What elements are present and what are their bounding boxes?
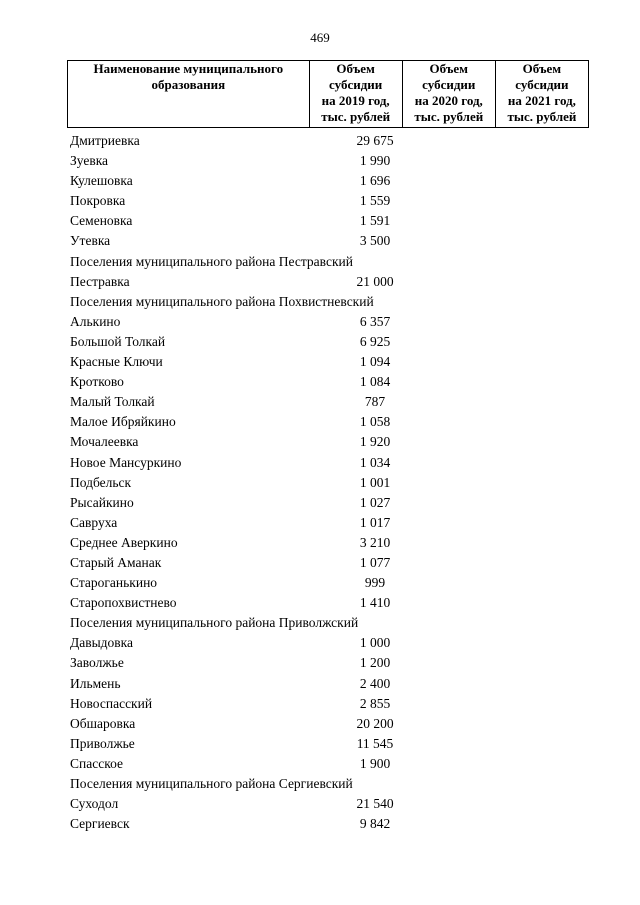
subsidy-2019-value: 21 000	[356, 273, 394, 289]
table-row	[70, 513, 590, 533]
municipality-name: Сергиевск	[70, 816, 130, 832]
municipality-name: Мочалеевка	[70, 434, 139, 450]
page-number: 469	[310, 30, 330, 45]
subsidy-2019-value: 20 200	[356, 715, 394, 731]
municipality-name: Малое Ибряйкино	[70, 414, 176, 430]
municipality-name: Среднее Аверкино	[70, 534, 178, 550]
municipality-name: Обшаровка	[70, 715, 136, 731]
municipality-name: Кулешовка	[70, 173, 133, 189]
table-row	[70, 714, 590, 734]
header-2020-line: тыс. рублей	[414, 109, 484, 124]
subsidy-2019-value: 1 017	[359, 514, 391, 530]
subsidy-2019-value: 1 591	[359, 213, 391, 229]
municipality-name: Спасское	[70, 755, 123, 771]
municipality-name: Малый Толкай	[70, 394, 155, 410]
table-row	[70, 694, 590, 714]
subsidy-2019-value: 1 920	[359, 434, 391, 450]
municipality-name: Большой Толкай	[70, 333, 166, 349]
municipality-name: Красные Ключи	[70, 354, 163, 370]
table-row	[70, 453, 590, 473]
header-2020-line: на 2020 год,	[414, 93, 483, 108]
header-subsidy-2019	[309, 61, 402, 128]
table-row	[70, 653, 590, 673]
subsidy-2019-value: 1 084	[359, 374, 391, 390]
table-row	[70, 151, 590, 171]
subsidy-2019-value: 1 990	[359, 153, 391, 169]
subsidy-2019-value: 6 357	[359, 313, 391, 329]
table-row	[70, 272, 590, 292]
municipality-name: Поселения муниципального района Похвистневский	[70, 293, 374, 309]
table-row	[70, 412, 590, 432]
header-2021-line: субсидии	[515, 77, 569, 92]
municipality-name: Покровка	[70, 193, 126, 209]
municipality-name: Новое Мансуркино	[70, 454, 182, 470]
header-2019-line: Объем	[336, 61, 375, 76]
table-row	[70, 794, 590, 814]
subsidy-2019-value: 1 200	[359, 655, 391, 671]
header-2021-line: Объем	[522, 61, 562, 76]
header-2021-line: на 2021 год,	[507, 93, 576, 108]
municipality-name: Поселения муниципального района Пестравский	[70, 253, 353, 269]
subsidy-2019-value: 11 545	[356, 735, 394, 751]
table-row	[70, 734, 590, 754]
table-row	[70, 392, 590, 412]
header-subsidy-2021	[495, 61, 588, 128]
header-2019-line: субсидии	[329, 77, 383, 92]
subsidy-2019-value: 9 842	[359, 816, 391, 832]
table-body	[70, 131, 590, 834]
subsidy-2019-value: 1 094	[359, 354, 391, 370]
header-2019-line: тыс. рублей	[321, 109, 391, 124]
municipality-name: Семеновка	[70, 213, 133, 229]
municipality-name: Старый Аманак	[70, 554, 162, 570]
municipality-name: Поселения муниципального района Сергиевский	[70, 776, 353, 791]
table-row	[70, 533, 590, 553]
table-row	[70, 372, 590, 392]
table-row	[70, 473, 590, 493]
municipality-name: Поселения муниципального района Приволжский	[70, 615, 359, 631]
subsidy-2019-value: 1 001	[359, 474, 391, 490]
table-row	[70, 573, 590, 593]
header-2020-line: Объем	[429, 61, 469, 76]
subsidy-2019-value: 2 855	[359, 695, 391, 711]
municipality-name: Старопохвистнево	[70, 595, 177, 611]
table-row	[70, 332, 590, 352]
municipality-name: Савруха	[70, 514, 118, 530]
table-row	[70, 633, 590, 653]
header-subsidy-2020	[402, 61, 495, 128]
subsidy-2019-value: 3 500	[359, 233, 391, 249]
municipality-name: Пестравка	[70, 273, 130, 289]
municipality-name: Заволжье	[70, 655, 124, 671]
table-row	[70, 493, 590, 513]
table-row	[70, 231, 590, 251]
subsidy-2019-value: 1 696	[359, 173, 391, 189]
subsidy-2019-value: 1 058	[359, 414, 391, 430]
section-heading-row	[70, 774, 590, 794]
subsidy-2019-value: 3 210	[359, 534, 391, 550]
municipality-name: Давыдовка	[70, 635, 133, 651]
subsidy-2019-value: 1 077	[359, 554, 391, 570]
table-row	[70, 191, 590, 211]
section-heading-row	[70, 613, 590, 633]
municipality-name: Рысайкино	[70, 494, 134, 510]
header-2020-line: субсидии	[422, 77, 476, 92]
subsidy-2019-value: 1 559	[359, 193, 391, 209]
table-row	[70, 312, 590, 332]
municipality-name: Кротково	[70, 374, 124, 390]
table-row	[70, 674, 590, 694]
table-header	[67, 60, 589, 128]
subsidy-2019-value: 787	[364, 394, 386, 410]
municipality-name: Новоспасский	[70, 695, 153, 711]
subsidy-2019-value: 6 925	[359, 333, 391, 349]
table-row	[70, 352, 590, 372]
municipality-name: Зуевка	[70, 153, 109, 169]
table-row	[70, 814, 590, 834]
table-row	[70, 754, 590, 774]
municipality-name: Дмитриевка	[70, 133, 140, 148]
section-heading-row	[70, 292, 590, 312]
section-heading-row	[70, 252, 590, 272]
header-municipality-name: Наименование муниципального образования	[68, 61, 310, 128]
municipality-name: Приволжье	[70, 735, 135, 751]
municipality-name: Подбельск	[70, 474, 132, 490]
table-row	[70, 432, 590, 452]
table-row	[70, 171, 590, 191]
subsidy-2019-value: 1 000	[359, 635, 391, 651]
subsidy-2019-value: 1 027	[359, 494, 391, 510]
subsidy-2019-value: 21 540	[356, 796, 394, 812]
municipality-name: Ильмень	[70, 675, 121, 691]
table-row	[70, 131, 590, 151]
subsidy-2019-value: 29 675	[356, 133, 394, 148]
header-2021-line: тыс. рублей	[507, 109, 577, 124]
table-row	[70, 553, 590, 573]
subsidy-2019-value: 1 900	[359, 755, 391, 771]
table-row	[70, 593, 590, 613]
subsidy-2019-value: 1 410	[359, 595, 391, 611]
subsidy-2019-value: 999	[364, 575, 386, 591]
subsidy-2019-value: 2 400	[359, 675, 391, 691]
municipality-name: Утевка	[70, 233, 111, 249]
table-row	[70, 211, 590, 231]
subsidy-2019-value: 1 034	[359, 454, 391, 470]
municipality-name: Староганькино	[70, 575, 158, 591]
municipality-name: Алькино	[70, 313, 121, 329]
municipality-name: Суходол	[70, 796, 119, 812]
header-2019-line: на 2019 год,	[321, 93, 390, 108]
